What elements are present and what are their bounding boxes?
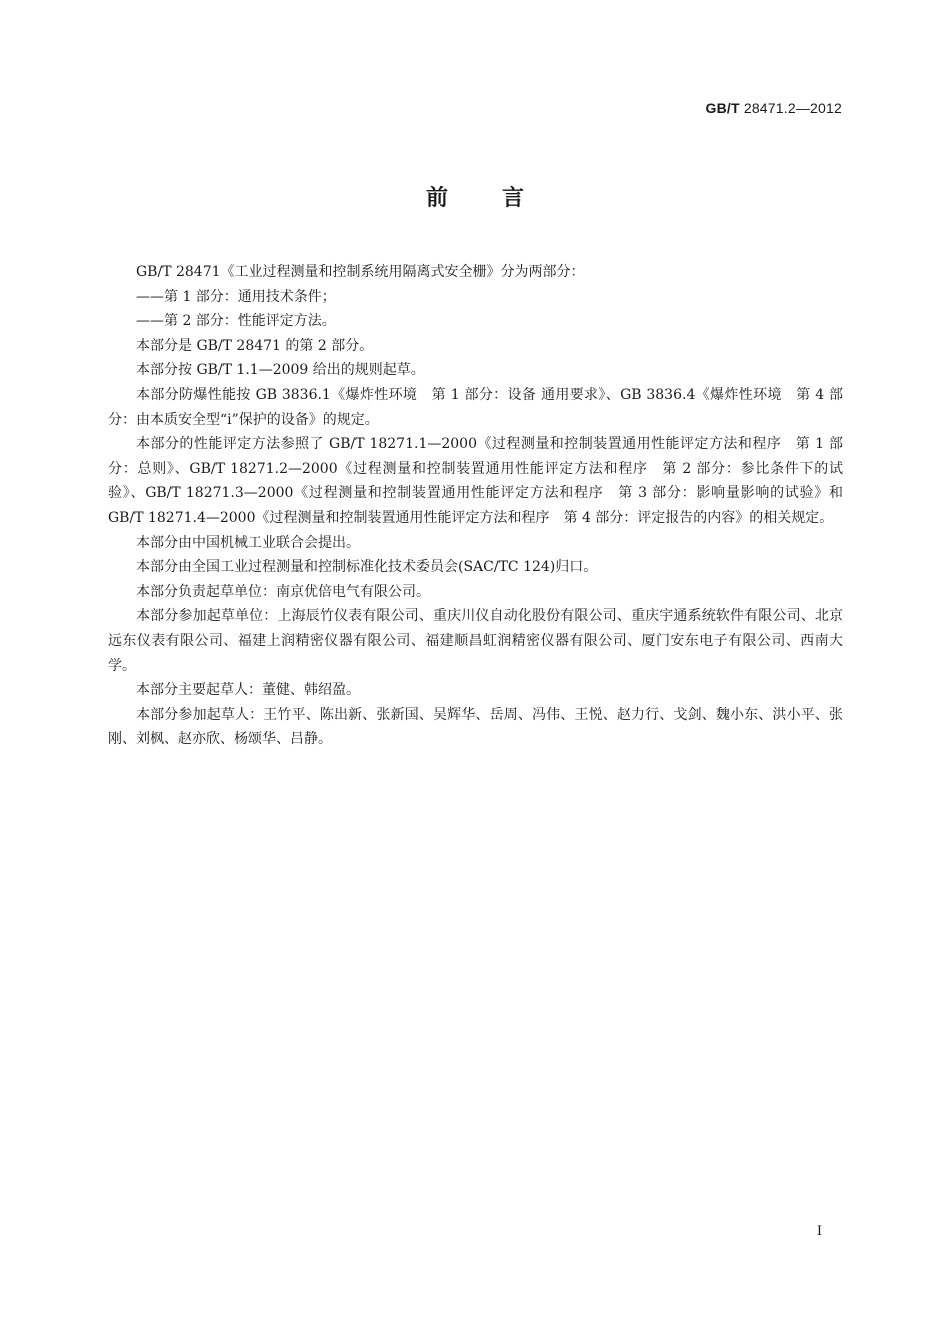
paragraph-series-intro: GB/T 28471《工业过程测量和控制系统用隔离式安全栅》分为两部分： [136,264,585,280]
paragraph-participating-drafters: 本部分参加起草人：王竹平、陈出新、张新国、吴辉华、岳周、冯伟、王悦、赵力行、戈剑、魏小东、洪小平、张刚、刘枫、赵亦欣、杨颂华、吕静。 [108,706,843,748]
foreword-body [108,260,843,752]
section-title: 前言 [425,186,578,211]
page-number: I [816,1224,822,1239]
paragraph-lead-drafter-unit: 本部分负责起草单位：南京优倍电气有限公司。 [136,583,430,600]
paragraph-part-2: ——第 2 部分：性能评定方法。 [136,313,336,330]
standard-code-number: 28471.2—2012 [739,100,842,116]
paragraph-drafting-rules: 本部分按 GB/T 1.1—2009 给出的规则起草。 [136,362,425,379]
paragraph-centralized-by: 本部分由全国工业过程测量和控制标准化技术委员会(SAC/TC 124)归口。 [136,559,598,576]
paragraph-main-drafters: 本部分主要起草人：董健、韩绍盈。 [136,682,360,699]
paragraph-participating-units: 本部分参加起草单位：上海辰竹仪表有限公司、重庆川仪自动化股份有限公司、重庆宇通系统软件有限公司、北京远东仪表有限公司、福建上润精密仪器有限公司、福建顺昌虹润精密仪器有限公司、厦门安东电子有限公司、西南大学。 [108,608,843,674]
paragraph-part-1: ——第 1 部分：通用技术条件； [136,288,336,305]
standard-code-prefix: GB/T [705,100,740,116]
paragraph-references: 本部分的性能评定方法参照了 GB/T 18271.1—2000《过程测量和控制装置通用性能评定方法和程序 第 1 部分：总则》、GB/T 18271.2—2000《过程测量和控制装置通用性能评定方法和程序 第 2 部分：参比条件下的试验》、GB/T 18271.3—2000《过程测量和控制装置通用性能评定方法和程序 第 3 部分：影响量影响的试验》和 GB/T 18271.4—2000《过程测量和控制装置通用性能评定方法和程序 第 4 部分：评定报告的内容》的相关规定。 [108,436,843,526]
paragraph-this-part: 本部分是 GB/T 28471 的第 2 部分。 [136,337,374,354]
paragraph-proposed-by: 本部分由中国机械工业联合会提出。 [136,534,360,551]
standard-code-header [706,100,843,116]
paragraph-explosion-protection: 本部分防爆性能按 GB 3836.1《爆炸性环境 第 1 部分：设备 通用要求》、GB 3836.4《爆炸性环境 第 4 部分：由本质安全型“i”保护的设备》的规定。 [108,386,843,428]
